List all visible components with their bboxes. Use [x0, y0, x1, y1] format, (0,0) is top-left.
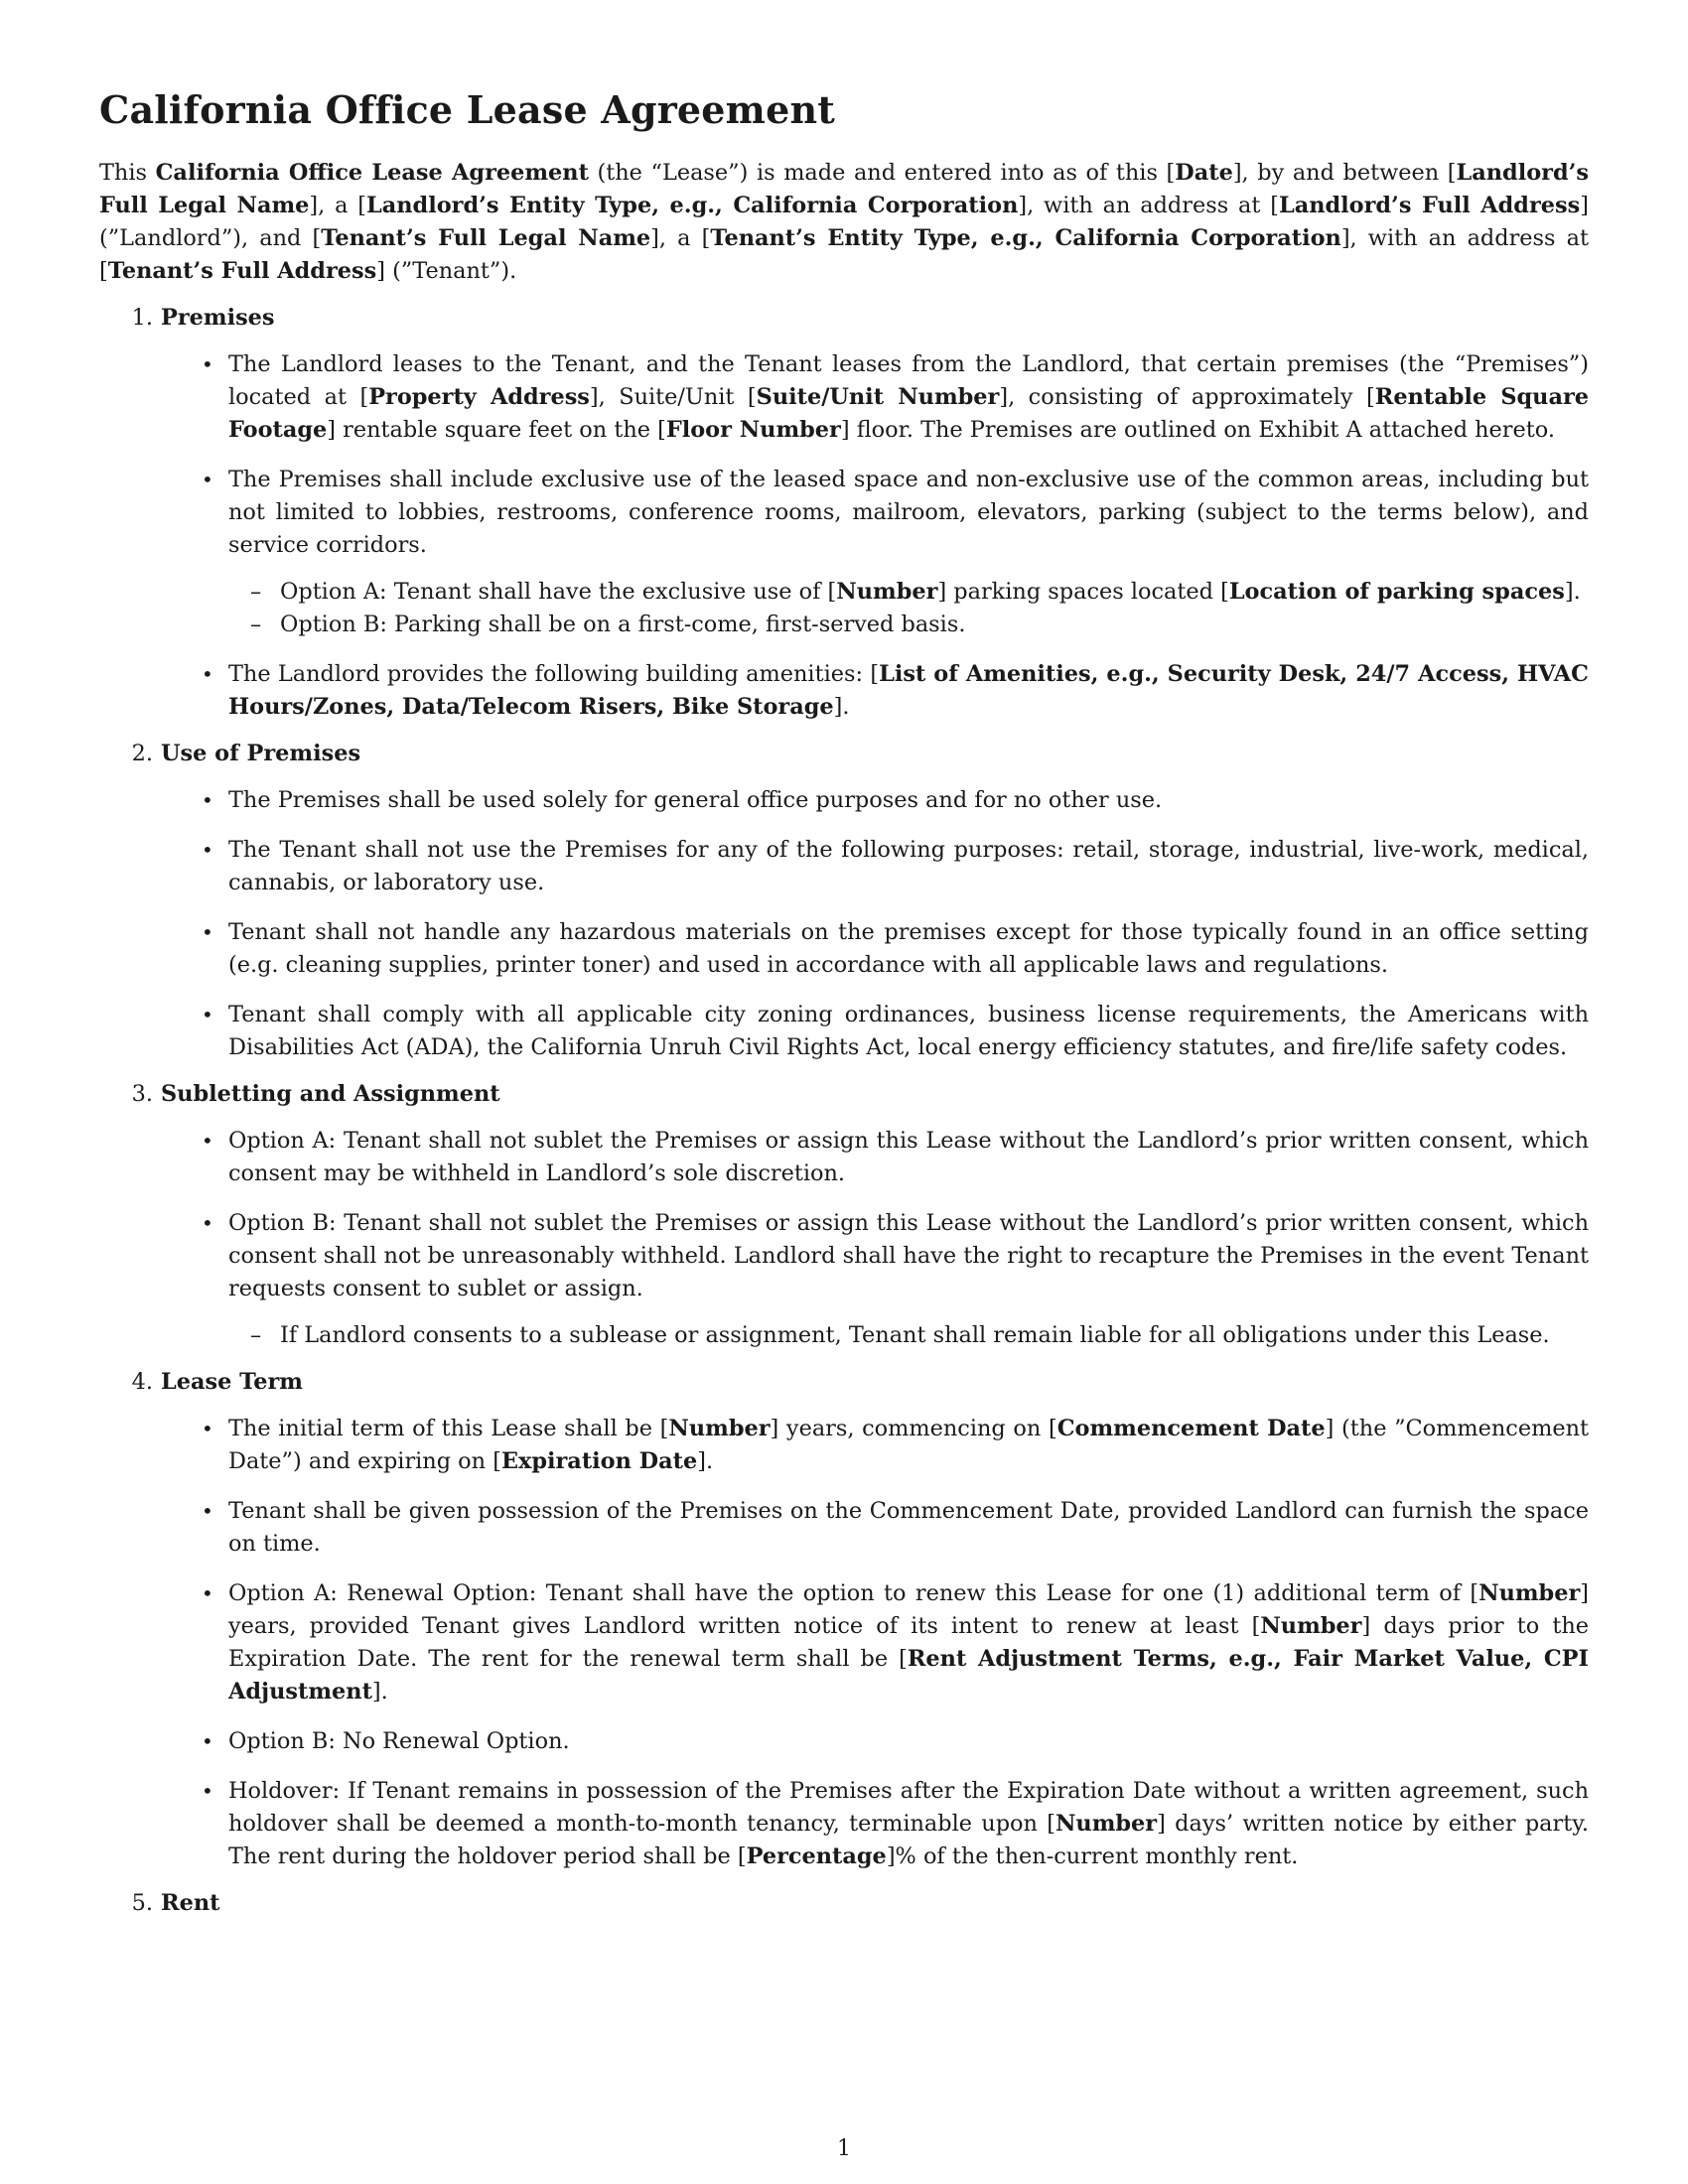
bold-placeholder-text: Expiration Date [500, 1448, 698, 1474]
text-run: Option B: Tenant shall not sublet the Premises or assign this Lease without the Landlord’s prior written consent, which consent shall not be unreasonably withheld. Landlord shall have the right to recapture the Premises in the event Tenant requests consent to sublet or assign. [228, 1210, 1589, 1301]
bold-placeholder-text: Number [1055, 1811, 1158, 1837]
text-run: The initial term of this Lease shall be [ [228, 1416, 669, 1441]
bullet-item [202, 834, 1589, 899]
text-run: Tenant shall comply with all applicable city zoning ordinances, business license requirements, the Americans with Disabilities Act (ADA), the California Unruh Civil Rights Act, local energy efficiency statutes, and fire/life safety codes. [228, 1002, 1589, 1060]
section-number: 4. [131, 1369, 153, 1395]
text-run: ] (the ”Commencement Date”) and expiring on [ [228, 1416, 1589, 1474]
bold-placeholder-text: Rentable Square Footage [228, 384, 1589, 443]
text-run: ], a [ [650, 225, 711, 251]
bullet-icon: • [202, 1779, 213, 1803]
bullet-list [99, 1125, 1589, 1352]
bullet-item [202, 1725, 1589, 1758]
bold-placeholder-text: Tenant’s Entity Type, e.g., California Corporation [710, 225, 1341, 251]
text-run: ]. [371, 1679, 388, 1705]
section-2 [99, 738, 1589, 1064]
bold-placeholder-text: California Office Lease Agreement [155, 160, 589, 186]
text-run: ] parking spaces located [ [937, 579, 1229, 605]
bullet-item [202, 1495, 1589, 1561]
intro-paragraph [99, 157, 1589, 288]
sub-list [228, 1319, 1589, 1352]
sub-item [250, 609, 1589, 641]
bullet-icon: • [202, 838, 213, 862]
bullet-list [99, 348, 1589, 724]
text-run: ], a [ [309, 193, 367, 218]
section-heading [99, 738, 1589, 770]
bullet-list [99, 1413, 1589, 1873]
bullet-icon: • [202, 1729, 213, 1753]
section-number: 1. [131, 305, 153, 331]
bold-placeholder-text: Floor Number [665, 417, 841, 443]
text-run: The Landlord leases to the Tenant, and the Tenant leases from the Landlord, that certain premises (the “Premises”) located at [ [228, 351, 1589, 410]
bold-placeholder-text: Landlord’s Full Address [1278, 193, 1581, 218]
document-title: California Office Lease Agreement [99, 87, 836, 132]
dash-icon: – [250, 1322, 262, 1348]
bold-placeholder-text: Percentage [746, 1843, 887, 1869]
bold-placeholder-text: Tenant’s Full Address [107, 258, 377, 284]
bullet-item [202, 1775, 1589, 1873]
text-run: Tenant shall not handle any hazardous materials on the premises except for those typically found in an office setting (e.g. cleaning supplies, printer toner) and used in accordance with all applicable laws and regulations. [228, 919, 1589, 978]
text-run: The Landlord provides the following building amenities: [ [228, 661, 880, 687]
bullet-item [202, 1125, 1589, 1190]
text-run: (the “Lease”) is made and entered into as of this [ [588, 160, 1176, 186]
bullet-item [202, 1207, 1589, 1352]
text-run: ], with an address at [ [1018, 193, 1279, 218]
text-run: Option A: Tenant shall not sublet the Premises or assign this Lease without the Landlord’s prior written consent, which consent may be withheld in Landlord’s sole discretion. [228, 1128, 1589, 1186]
section-title: Use of Premises [161, 741, 361, 766]
text-run: ] years, provided Tenant gives Landlord written notice of its intent to renew at least [ [228, 1580, 1589, 1639]
bold-placeholder-text: Suite/Unit Number [756, 384, 1000, 410]
bold-placeholder-text: Date [1175, 160, 1233, 186]
section-title: Premises [161, 305, 275, 331]
section-heading [99, 302, 1589, 335]
dash-icon: – [250, 579, 262, 605]
bullet-icon: • [202, 468, 213, 491]
bold-placeholder-text: Tenant’s Full Legal Name [321, 225, 651, 251]
document-body [99, 157, 1589, 1934]
text-run: The Premises shall be used solely for general office purposes and for no other use. [228, 787, 1163, 813]
bold-placeholder-text: Property Address [368, 384, 590, 410]
bullet-item [202, 658, 1589, 724]
section-heading [99, 1887, 1589, 1920]
page-number: 1 [837, 2136, 851, 2161]
bold-placeholder-text: Rent Adjustment Terms, e.g., Fair Market Value, CPI Adjustment [228, 1646, 1589, 1705]
bullet-icon: • [202, 920, 213, 944]
text-run: ] (”Landlord”), and [ [99, 193, 1589, 251]
bullet-item [202, 1413, 1589, 1478]
sub-item [250, 1319, 1589, 1352]
bold-placeholder-text: List of Amenities, e.g., Security Desk, 24/7 Access, HVAC Hours/Zones, Data/Telecom Risers, Bike Storage [228, 661, 1589, 720]
bold-placeholder-text: Number [1260, 1613, 1362, 1639]
bullet-icon: • [202, 1129, 213, 1153]
bullet-icon: • [202, 1003, 213, 1026]
text-run: ]. [833, 694, 850, 720]
bold-placeholder-text: Number [836, 579, 938, 605]
bullet-icon: • [202, 1499, 213, 1523]
text-run: ]% of the then-current monthly rent. [886, 1843, 1299, 1869]
bullet-item [202, 464, 1589, 641]
bullet-list [99, 784, 1589, 1064]
sub-list [228, 576, 1589, 641]
text-run: ] years, commencing on [ [770, 1416, 1057, 1441]
section-title: Lease Term [161, 1369, 303, 1395]
text-run: ]. [1564, 579, 1581, 605]
text-run: ], Suite/Unit [ [589, 384, 757, 410]
section-number: 5. [131, 1890, 153, 1916]
section-heading [99, 1366, 1589, 1399]
text-run: If Landlord consents to a sublease or assignment, Tenant shall remain liable for all obligations under this Lease. [280, 1322, 1550, 1348]
bold-placeholder-text: Commencement Date [1056, 1416, 1326, 1441]
bold-placeholder-text: Landlord’s Full Legal Name [99, 160, 1590, 218]
bullet-icon: • [202, 662, 213, 686]
text-run: Option A: Tenant shall have the exclusive use of [ [280, 579, 837, 605]
text-run: ] rentable square feet on the [ [327, 417, 666, 443]
section-1 [99, 302, 1589, 724]
section-list [99, 302, 1589, 1920]
bullet-icon: • [202, 352, 213, 376]
bullet-icon: • [202, 1211, 213, 1235]
bullet-icon: • [202, 788, 213, 812]
text-run: Option B: Parking shall be on a first-come, first-served basis. [280, 612, 966, 637]
sub-item [250, 576, 1589, 609]
text-run: Option A: Renewal Option: Tenant shall have the option to renew this Lease for one (1) additional term of [ [228, 1580, 1479, 1606]
section-heading [99, 1078, 1589, 1111]
text-run: Option B: No Renewal Option. [228, 1728, 570, 1754]
bold-placeholder-text: Location of parking spaces [1228, 579, 1565, 605]
section-3 [99, 1078, 1589, 1352]
text-run: ]. [697, 1448, 714, 1474]
text-run: Holdover: If Tenant remains in possession of the Premises after the Expiration Date without a written agreement, such holdover shall be deemed a month-to-month tenancy, terminable upon [ [228, 1778, 1589, 1837]
section-title: Subletting and Assignment [161, 1081, 500, 1107]
text-run: ] (”Tenant”). [376, 258, 517, 284]
section-5 [99, 1887, 1589, 1920]
text-run: The Premises shall include exclusive use of the leased space and non-exclusive use of the common areas, including but not limited to lobbies, restrooms, conference rooms, mailroom, elevators, parking (subject to the terms below), and service corridors. [228, 467, 1589, 558]
text-run: ], by and between [ [1232, 160, 1457, 186]
text-run: ] days prior to the Expiration Date. The rent for the renewal term shall be [ [228, 1613, 1589, 1672]
bold-placeholder-text: Number [1478, 1580, 1581, 1606]
section-title: Rent [161, 1890, 220, 1916]
text-run: ] days’ written notice by either party. The rent during the holdover period shall be [ [228, 1811, 1589, 1869]
bullet-item [202, 784, 1589, 817]
bullet-item [202, 1577, 1589, 1708]
dash-icon: – [250, 612, 262, 637]
text-run: The Tenant shall not use the Premises for any of the following purposes: retail, storage, industrial, live-work, medical, cannabis, or laboratory use. [228, 837, 1589, 895]
text-run: ], consisting of approximately [ [999, 384, 1375, 410]
text-run: This [99, 160, 156, 186]
section-4 [99, 1366, 1589, 1873]
bullet-icon: • [202, 1417, 213, 1440]
text-run: Tenant shall be given possession of the Premises on the Commencement Date, provided Landlord can furnish the space on time. [228, 1498, 1589, 1557]
bold-placeholder-text: Number [668, 1416, 771, 1441]
bullet-icon: • [202, 1581, 213, 1605]
text-run: ], with an address at [ [99, 225, 1589, 284]
section-number: 2. [131, 741, 153, 766]
text-run: ] floor. The Premises are outlined on Exhibit A attached hereto. [840, 417, 1555, 443]
bullet-item [202, 916, 1589, 982]
bullet-item [202, 999, 1589, 1064]
bullet-item [202, 348, 1589, 447]
bold-placeholder-text: Landlord’s Entity Type, e.g., California Corporation [366, 193, 1019, 218]
section-number: 3. [131, 1081, 153, 1107]
